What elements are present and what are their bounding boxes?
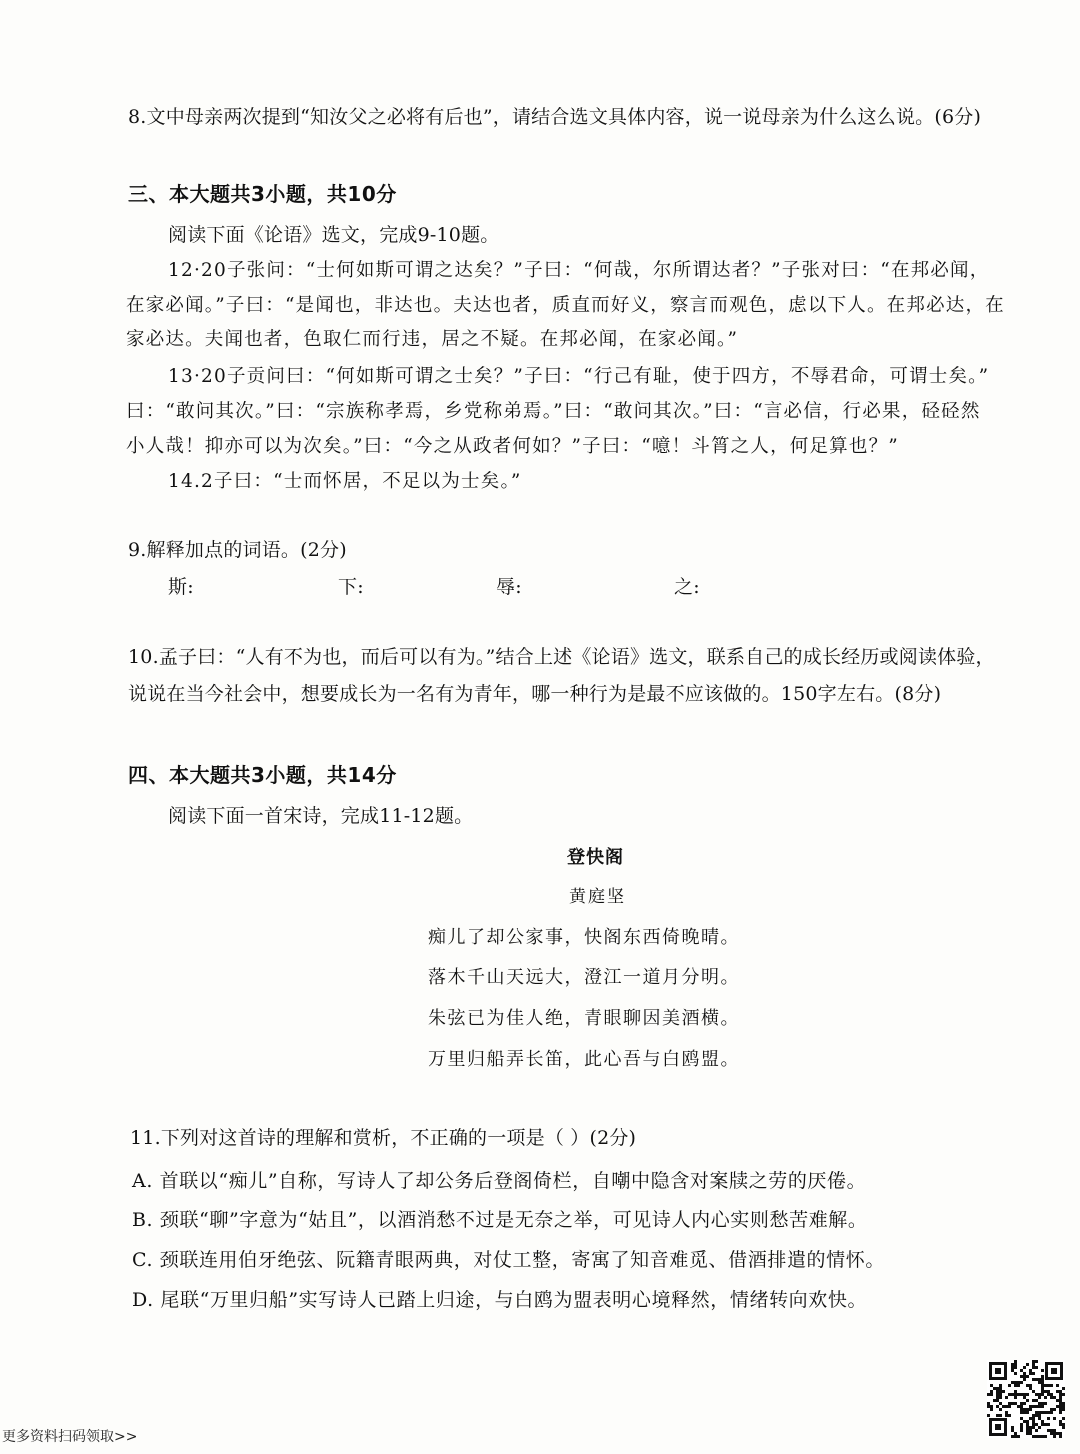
section-4-heading: 四、本大题共3小题，共14分 [128, 763, 397, 787]
term-xia: 下: [338, 576, 364, 598]
term-si: 斯: [168, 576, 194, 598]
section-4-intro: 阅读下面一首宋诗，完成11-12题。 [168, 805, 474, 827]
poem-line-1: 痴儿了却公家事，快阁东西倚晚晴。 [428, 927, 740, 948]
poem-line-2: 落木千山天远大，澄江一道月分明。 [428, 967, 740, 988]
poem-line-4: 万里归船弄长笛，此心吾与白鸥盟。 [428, 1049, 740, 1070]
poem-line-3: 朱弦已为佳人绝，青眼聊因美酒横。 [428, 1008, 740, 1029]
footer-scan-text: 更多资料扫码领取>> [2, 1429, 138, 1445]
passage-line-2: 在家必闻。”子曰：“是闻也，非达也。夫达也者，质直而好义，察言而观色，虑以下人。在邦必达，在 [126, 295, 1005, 316]
option-b: B. 颈联“聊”字意为“姑且”，以酒消愁不过是无奈之举，可见诗人内心实则愁苦难解。 [132, 1209, 868, 1231]
option-c: C. 颈联连用伯牙绝弦、阮籍青眼两典，对仗工整，寄寓了知音难觅、借酒排遣的情怀。 [132, 1249, 885, 1271]
option-d: D. 尾联“万里归船”实写诗人已踏上归途，与白鸥为盟表明心境释然，情绪转向欢快。 [132, 1289, 868, 1311]
passage-line-5: 曰：“敢问其次。”曰：“宗族称孝焉，乡党称弟焉。”曰：“敢问其次。”曰：“言必信，行必果，硁硁然 [126, 401, 981, 422]
question-10-line-1: 10.孟子曰：“人有不为也，而后可以有为。”结合上述《论语》选文，联系自己的成长经历或阅读体验， [128, 646, 995, 668]
question-8: 8.文中母亲两次提到“知汝父之必将有后也”，请结合选文具体内容，说一说母亲为什么这么说。(6分) [128, 106, 982, 128]
section-3-intro: 阅读下面《论语》选文，完成9-10题。 [168, 224, 500, 246]
term-zhi: 之: [674, 576, 700, 598]
passage-line-7: 14.2子曰：“士而怀居，不足以为士矣。” [168, 471, 522, 492]
question-9-prompt: 9.解释加点的词语。(2分) [128, 539, 347, 561]
question-10-line-2: 说说在当今社会中，想要成长为一名有为青年，哪一种行为是最不应该做的。150字左右。(8分) [128, 683, 942, 705]
question-11-prompt: 11.下列对这首诗的理解和赏析，不正确的一项是（ ）(2分) [130, 1127, 637, 1149]
passage-line-1: 12·20子张问：“士何如斯可谓之达矣？”子曰：“何哉，尔所谓达者？”子张对曰：“在邦必闻， [168, 260, 990, 281]
section-3-heading: 三、本大题共3小题，共10分 [128, 182, 397, 206]
qr-code-icon[interactable] [987, 1360, 1065, 1438]
passage-line-6: 小人哉！抑亦可以为次矣。”曰：“今之从政者何如？”子曰：“噫！斗筲之人，何足算也？” [126, 436, 899, 457]
poem-title: 登快阁 [567, 847, 624, 868]
passage-line-3: 家必达。夫闻也者，色取仁而行违，居之不疑。在邦必闻，在家必闻。” [126, 329, 739, 350]
term-ru: 辱: [496, 576, 522, 598]
passage-line-4: 13·20子贡问曰：“何如斯可谓之士矣？”子曰：“行己有耻，使于四方，不辱君命，可谓士矣。” [168, 366, 990, 387]
option-a: A. 首联以“痴儿”自称，写诗人了却公务后登阁倚栏，自嘲中隐含对案牍之劳的厌倦。 [132, 1170, 867, 1192]
poem-author: 黄庭坚 [569, 887, 626, 907]
